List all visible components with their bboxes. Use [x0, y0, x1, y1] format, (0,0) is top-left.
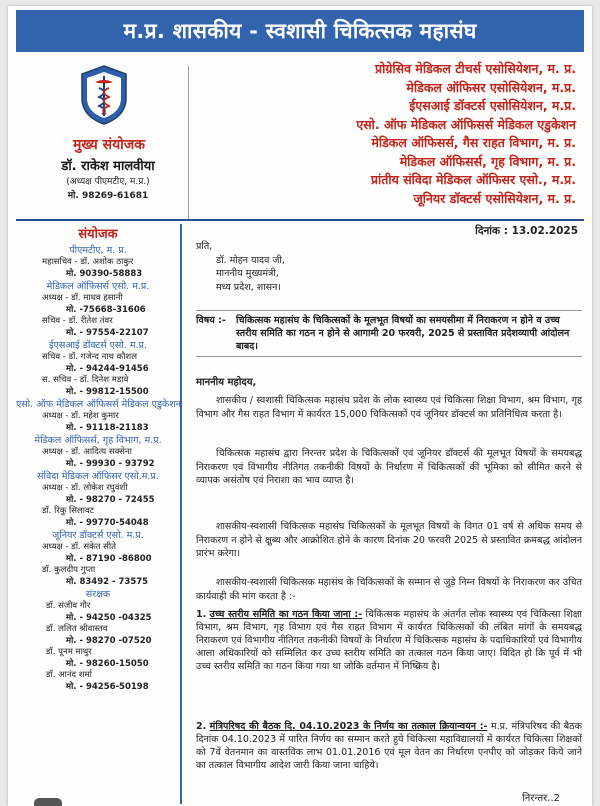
paragraph: शासकीय / स्वशासी चिकित्सक महासंघ प्रदेश के लोक स्वास्थ्य एवं चिकित्सा शिक्षा विभाग, श्रम विभाग, गृह विभाग और गैस राहत विभाग में कार्यरत 15,000 चिकित्सकों एवं जूनियर डॉक्टर्स का प्रतिनिधित्व करता है। [196, 395, 582, 420]
convener-group [16, 340, 180, 398]
convener-phone: मो. - 91118-21183 [66, 422, 149, 433]
point-number: 2. [196, 721, 207, 732]
convener-phone: मो. - 98260-15050 [66, 658, 149, 669]
convener-phone: मो. - 98270 -07520 [66, 635, 152, 646]
sidebar-heading: संयोजक [78, 227, 118, 242]
letterhead-banner: म.प्र. शासकीय - स्वशासी चिकित्सक महासंघ [16, 10, 584, 52]
header-divider [16, 219, 584, 221]
paragraph: शासकीय-स्वशासी चिकित्सक महासंघ चिकित्सकों के मूलभूत विषयों के विगत 01 वर्ष से अधिक समय से निराकरण न होने से क्षुब्ध और आक्रोशित होने के कारण दिनांक 20 फरवरी 2025 से प्रस्तावित क्रमबद्ध आंदोलन प्रारंभ करेगा। [196, 521, 582, 559]
demand-point [196, 608, 582, 673]
association-name: मेडिकल ऑफिसर एसोसियेशन, म.प्र. [406, 79, 576, 95]
convener-phone: मो. - 99930 - 93792 [66, 458, 155, 469]
group-org-name: संरक्षक [85, 589, 111, 600]
association-name: ईएसआई डॉक्टर्स एसोसियेशन, म.प्र. [409, 98, 576, 113]
sidebar-groups [16, 245, 180, 693]
demand-point [196, 720, 582, 772]
convener-name: अध्यक्ष - डॉ. संकेत सीते [42, 542, 116, 552]
chief-convener-name: डॉ. राकेश मालवीया [61, 159, 155, 174]
group-org-name: मेडिकल ऑफिसर्स, गृह विभाग, म.प्र. [34, 435, 162, 446]
convener-name: महासचिव - डॉ. अशोक ठाकुर [42, 257, 134, 267]
convener-name: डॉ. कुलदीप गुप्ता [42, 565, 96, 575]
convener-group [16, 245, 180, 280]
association-name: जूनियर डॉक्टर्स एसोसियेशन, म. प्र. [413, 190, 576, 206]
point-number: 1. [196, 609, 207, 620]
paragraph: शासकीय-स्वशासी चिकित्सक महासंघ के चिकित्सकों के सम्मान से जुड़े निम्न विषयों के निराकरण कर उचित कार्यवाही की मांग करता है :- [196, 577, 582, 602]
chief-convener-title: मुख्य संयोजक [73, 137, 145, 153]
paragraph: चिकित्सक महासंघ द्वारा निरन्तर प्रदेश के चिकित्सकों एवं जूनियर डॉक्टर्स की मूलभूत विषयों के समयबद्ध निराकरण एवं विभागीय नीतिगत तकनीकी विषयों के निर्धारण में चिकित्सकों की भूमिका को सीमित करने से व्यापक असंतोष एवं निराशा का भाव व्याप्त है। [196, 448, 582, 486]
convener-phone: मो. - 94256-50198 [66, 681, 149, 692]
convener-name: डॉ. संजीव गौर [46, 601, 91, 611]
convener-group [16, 281, 180, 339]
association-name: मेडिकल ऑफिसर्स, गृह विभाग, म. प्र. [399, 153, 576, 169]
chief-convener-phone: मो. 98269-61681 [67, 191, 149, 201]
convener-phone: मो. - 97554-22107 [66, 327, 149, 338]
association-name: प्रांतीय संविदा मेडिकल ऑफिसर एसो., म.प्र. [370, 172, 576, 187]
subject-label: विषय :- [196, 315, 226, 326]
convener-phone: मो. 90390-58883 [66, 268, 143, 279]
subject-text: चिकित्सक महासंघ के चिकित्सकों के मूलभूत विषयों का समयसीमा में निराकरण न होने व उच्च स्तरीय समिति का गठन न होने से आगामी 20 फरवरी, 2025 से प्रस्तावित प्रदेशव्यापी आंदोलन बाबद। [236, 315, 570, 352]
point-heading: उच्च स्तरीय समिति का गठन किया जाना :- [209, 609, 363, 620]
convener-phone: मो. - 98270 - 72455 [66, 494, 155, 505]
chief-convener-designation: (अध्यक्ष पीएमटीए, म.प्र.) [66, 177, 150, 187]
convener-name: डॉ. आनंद शर्मा [46, 670, 92, 680]
page-tab [34, 798, 62, 806]
convener-phone: मो. - 94244-91456 [66, 363, 149, 374]
association-name: एसो. ऑफ मेडिकल ऑफिसर्स मेडिकल एडुकेशन [356, 116, 576, 132]
convener-name: सचिव - डॉ. गजेन्द नाथ कौशल [42, 352, 137, 362]
association-name: प्रोग्रेसिव मेडिकल टीचर्स एसोसियेशन, म. प्र. [374, 61, 576, 76]
convener-phone: मो. - 99812-15500 [66, 386, 149, 397]
convener-group [16, 530, 180, 588]
convener-phone: मो. -75668-31606 [66, 304, 146, 315]
caduceus-logo-icon [78, 64, 130, 126]
point-text: चिकित्सक महासंघ के अंतर्गत लोक स्वास्थ्य एवं चिकित्सा शिक्षा विभाग, श्रम विभाग, गृह विभाग एवं गैस राहत विभाग में कार्यरत चिकित्सकों की लंबित मांगों के समयबद्ध निराकरण एवं विभागीय नीतिगत तकनीकी विषयों के निर्धारण में चिकित्सक महासंघ के पदाधिकारियों एवं विभागीय आला अधिकारियों को सम्मिलित कर उच्च स्तरीय समिति का तत्काल गठन किया जाए। विदित हो कि पूर्व में भी उच्च स्तरीय समिति का गठन किया गया था जोकि वर्तमान में निष्क्रिय है। [196, 609, 582, 672]
convener-group [16, 435, 180, 470]
group-org-name: संविदा मेडिकल ऑफिसर एसो.म.प्र. [37, 471, 159, 482]
address-line: डॉ. मोहन यादव जी, [216, 254, 285, 266]
group-org-name: पीएमटीए, म. प्र. [69, 245, 127, 256]
continued-marker: निरन्तर..2 [522, 793, 560, 804]
convener-name: डॉ. रिंकु सिलावट [42, 506, 94, 516]
convener-phone: मो. - 94250 -04325 [66, 612, 152, 623]
address-line: मध्य प्रदेश, शासन। [216, 281, 281, 293]
salutation: माननीय महोदय, [196, 377, 257, 388]
letter-page [8, 6, 592, 806]
point-text: म.प्र. मंत्रिपरिषद की बैठक दिनांक 04.10.2023 में पारित निर्णय का सम्मान करते हुये चिकित्सा महाविद्यालयों में कार्यरत चिकित्सा शिक्षकों को 7वें वेतनमान का वास्तविक लाभ 01.01.2016 एवं मूल वेतन का निर्धारण एनपीए को जोड़कर किये जाने का तत्काल विभागीय आदेश जारी किया जाना चाहिये। [196, 721, 582, 771]
letter-subject [196, 310, 582, 357]
convener-phone: मो. - 99770-54048 [66, 517, 149, 528]
convener-group [16, 589, 180, 693]
group-org-name: मेडिकल ऑफिसर्स एसो. म.प्र. [46, 281, 150, 292]
letter-body [190, 224, 584, 804]
convener-phone: मो. - 87190 -86800 [66, 553, 152, 564]
convener-name: डॉ. ललित श्रीवास्तव [46, 624, 108, 634]
point-heading: मंत्रिपरिषद की बैठक दि. 04.10.2023 के निर्णय का तत्काल क्रियान्वयन :- [209, 721, 488, 732]
convener-name: सचिव - डॉ. रीतेश तंवर [42, 316, 113, 326]
convener-phone: मो. 83492 - 73575 [66, 576, 149, 587]
convener-group [16, 399, 180, 434]
recipient-address [196, 240, 285, 294]
convener-name: डॉ. पूनम माथुर [46, 647, 92, 657]
association-name: मेडिकल ऑफिसर्स, गैस राहत विभाग, म. प्र. [371, 135, 576, 150]
convener-group [16, 471, 180, 529]
group-org-name: एसो. ऑफ मेडिकल ऑफिसर्स मेडिकल एडुकेशन [16, 399, 181, 410]
address-line: माननीय मुख्यमंत्री, [216, 268, 279, 279]
group-org-name: जूनियर डॉक्टर्स एसो. म.प्र. [52, 530, 144, 541]
convener-name: अध्यक्ष - डॉ. आदित्य सक्सेना [42, 447, 132, 457]
convener-name: अध्यक्ष - डॉ. माधव हसानी [42, 293, 123, 303]
group-org-name: ईएसआई डॉक्टर्स एसो. म.प्र. [49, 340, 147, 351]
address-line: प्रति, [196, 241, 213, 252]
associations-list [176, 60, 576, 208]
convener-name: स. सचिव - डॉ. दिनेश मडावे [42, 375, 129, 385]
letter-date: दिनांक : 13.02.2025 [475, 225, 578, 237]
convener-name: अध्यक्ष - डॉ. महेश कुमार [42, 411, 119, 421]
convener-name: अध्यक्ष - डॉ. लोकेश रघुवंशी [42, 483, 128, 493]
conveners-sidebar [16, 224, 182, 804]
